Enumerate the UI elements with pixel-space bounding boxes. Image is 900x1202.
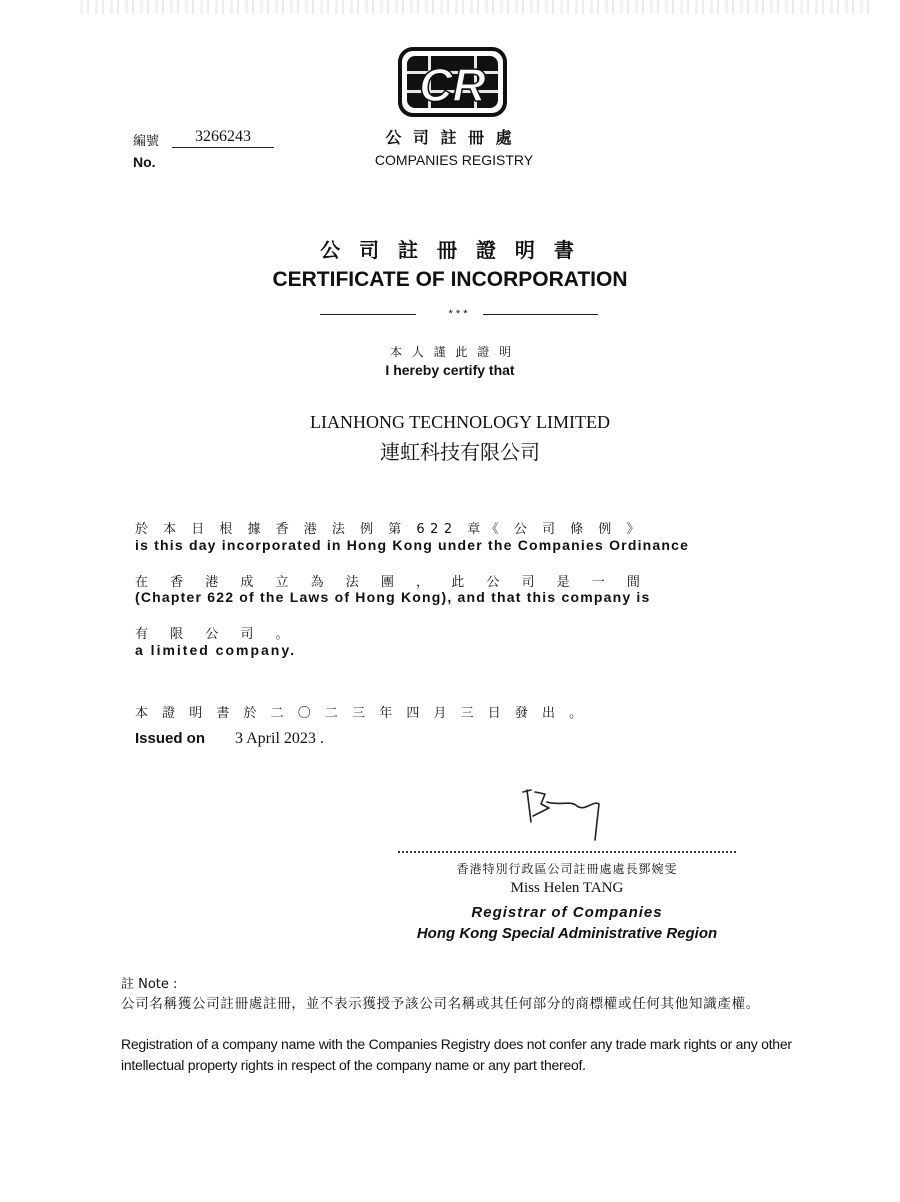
ornament-stars: * * *	[448, 308, 468, 320]
scan-noise	[80, 0, 870, 14]
note-en: Registration of a company name with the Companies Registry does not confer any trade mark rights or any other intellectual property rights in respect of the company name or any part thereof.	[121, 1036, 792, 1073]
registration-number: 3266243	[172, 128, 274, 148]
number-label-zh: 編號	[133, 134, 160, 149]
body-line2-zh: 在 香 港 成 立 為 法 團 ， 此 公 司 是 一 間	[135, 575, 649, 590]
certify-zh: 本 人 謹 此 證 明	[389, 345, 515, 359]
company-name-zh: 連虹科技有限公司	[380, 440, 540, 464]
registrar-name: Miss Helen TANG	[510, 880, 624, 896]
registrar-region: Hong Kong Special Administrative Region	[416, 925, 718, 942]
body-line3-zh: 有 限 公 司 。	[135, 627, 298, 642]
registry-name-zh: 公 司 註 冊 處	[385, 128, 515, 147]
certify-en: I hereby certify that	[385, 362, 515, 378]
registrar-title-zh: 香港特別行政區公司註冊處處長鄧婉雯	[456, 862, 678, 876]
title-zh: 公 司 註 冊 證 明 書	[320, 238, 580, 262]
body-line1-en: is this day incorporated in Hong Kong under the Companies Ordinance	[135, 537, 690, 553]
registrar-signature	[515, 782, 615, 846]
body-line1-zh: 於 本 日 根 據 香 港 法 例 第 622 章《 公 司 條 例 》	[135, 522, 645, 537]
signature-line	[398, 851, 736, 853]
note-zh: 公司名稱獲公司註冊處註冊，並不表示獲授予該公司名稱或其任何部分的商標權或任何其他知識產權。	[121, 996, 760, 1012]
cr-logo	[398, 47, 507, 117]
body-line2-en: (Chapter 622 of the Laws of Hong Kong), and that this company is	[135, 589, 651, 605]
issued-on-label: Issued on	[135, 730, 206, 747]
issue-date: 3 April 2023 .	[235, 730, 324, 747]
registry-name-en: COMPANIES REGISTRY	[374, 152, 534, 168]
note-label: 註 Note :	[121, 977, 178, 992]
issue-zh: 本 證 明 書 於 二 〇 二 三 年 四 月 三 日 發 出 。	[135, 706, 588, 721]
cr-logo-text: CR	[419, 59, 486, 111]
number-label-en: No.	[133, 154, 156, 170]
company-name-en: LIANHONG TECHNOLOGY LIMITED	[310, 412, 610, 432]
body-line3-en: a limited company.	[135, 642, 296, 658]
registrar-title-en: Registrar of Companies	[471, 904, 663, 921]
title-en: CERTIFICATE OF INCORPORATION	[272, 268, 628, 291]
